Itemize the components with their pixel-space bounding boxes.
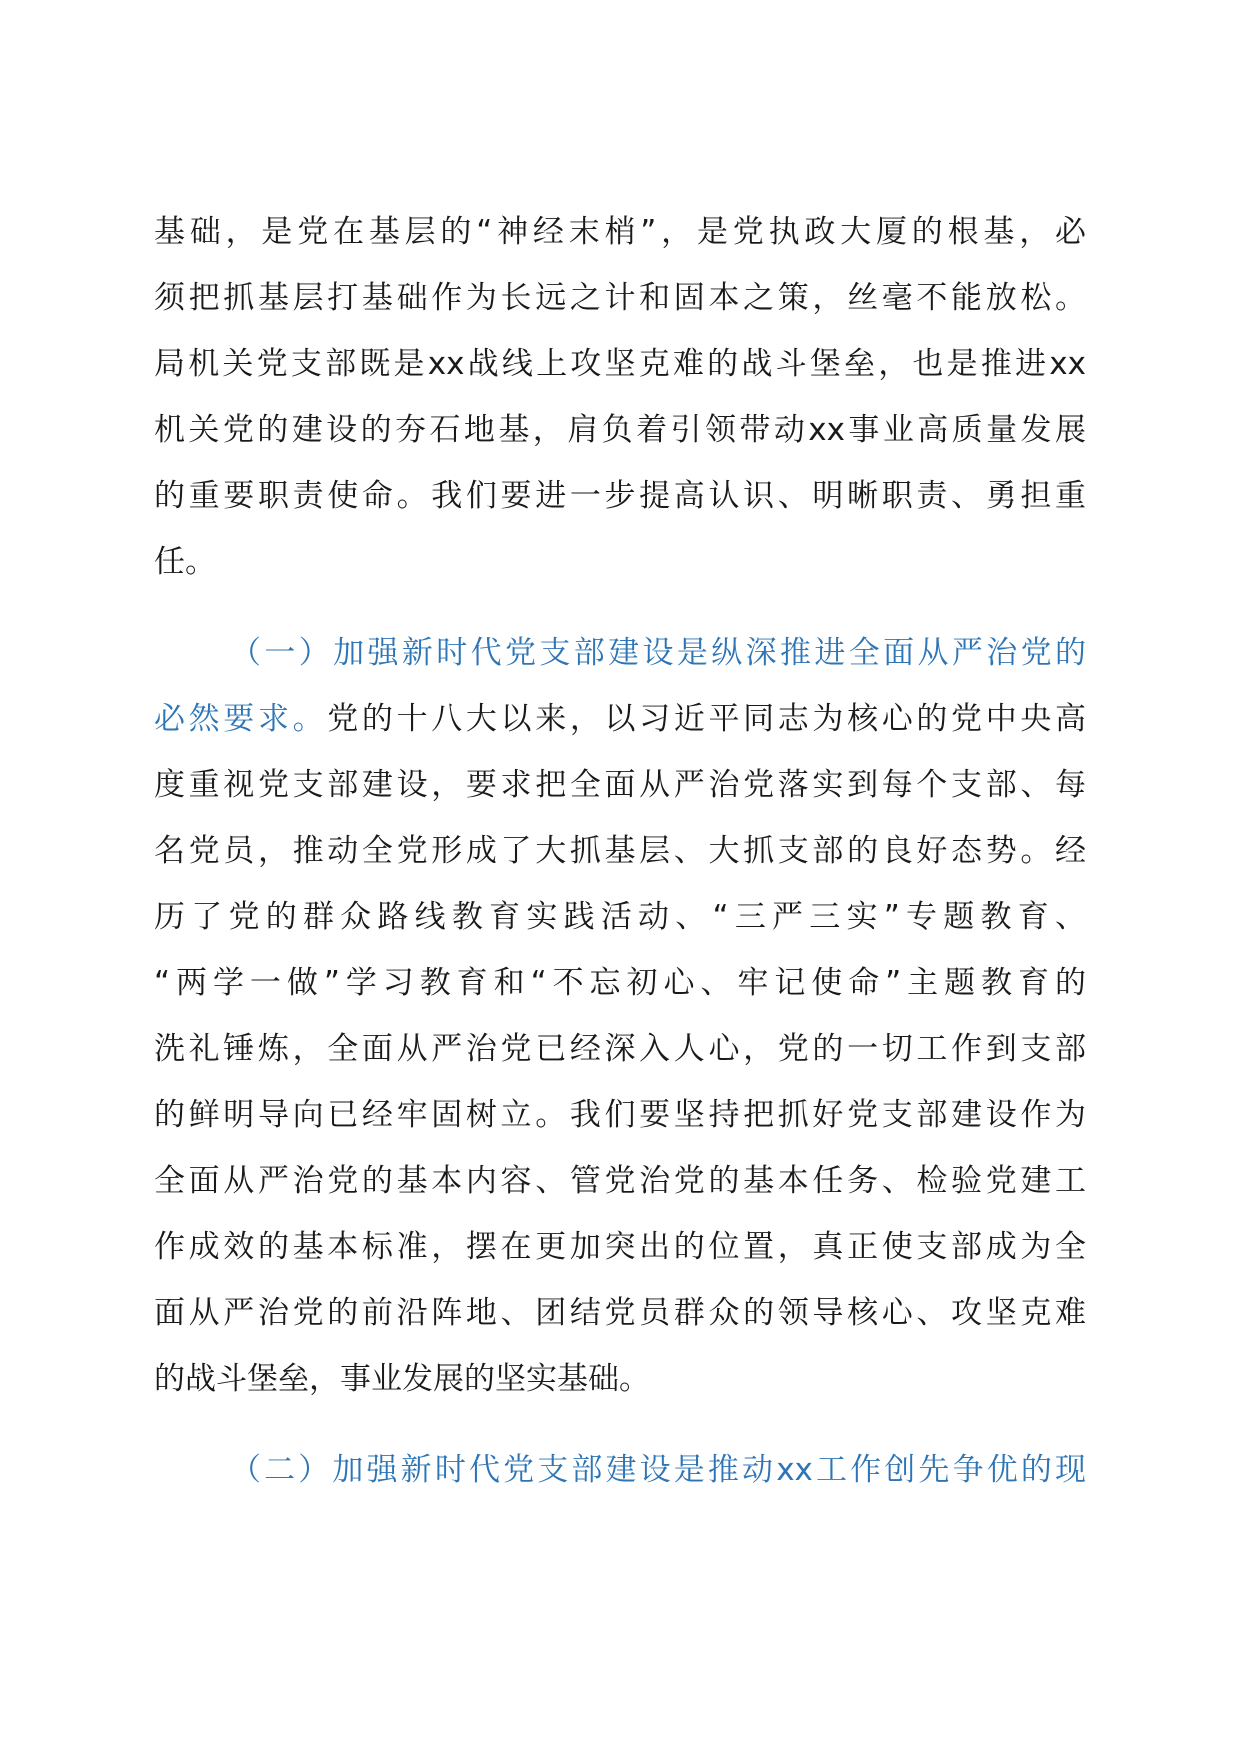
text-line: 面从严治党的前沿阵地、团结党员群众的领导核心、攻坚克难 (154, 1295, 1086, 1331)
text-line-mixed (154, 703, 1086, 736)
paragraph-spacer (154, 1429, 1086, 1454)
paragraph-2 (154, 637, 1086, 1396)
text-line: 的重要职责使命。我们要进一步提高认识、明晰职责、勇担重 (154, 478, 1086, 514)
text-line: 基础，是党在基层的“神经末梢”，是党执政大厦的根基，必 (154, 214, 1086, 250)
text-line: 度重视党支部建设，要求把全面从严治党落实到每个支部、每 (154, 767, 1086, 803)
paragraph-spacer (154, 612, 1086, 637)
text-line: “两学一做”学习教育和“不忘初心、牢记使命”主题教育的 (154, 965, 1086, 1001)
document-body (154, 216, 1086, 1520)
section-heading-2: （二）加强新时代党支部建设是推动xx工作创先争优的现 (230, 1452, 1086, 1488)
text-line: 局机关党支部既是xx战线上攻坚克难的战斗堡垒，也是推进xx (154, 346, 1086, 382)
paragraph-1 (154, 216, 1086, 579)
text-line: 历了党的群众路线教育实践活动、“三严三实”专题教育、 (154, 899, 1086, 935)
text-line: 须把抓基层打基础作为长远之计和固本之策，丝毫不能放松。 (154, 280, 1086, 316)
text-line: 全面从严治党的基本内容、管党治党的基本任务、检验党建工 (154, 1163, 1086, 1199)
text-line: 机关党的建设的夯石地基，肩负着引领带动xx事业高质量发展 (154, 412, 1086, 448)
text-line: 的鲜明导向已经牢固树立。我们要坚持把抓好党支部建设作为 (154, 1097, 1086, 1133)
text-line: 的战斗堡垒，事业发展的坚实基础。 (154, 1361, 650, 1397)
text-line: 作成效的基本标准，摆在更加突出的位置，真正使支部成为全 (154, 1229, 1086, 1265)
section-heading-1-end: 必然要求。 (154, 701, 328, 737)
text-line: 名党员，推动全党形成了大抓基层、大抓支部的良好态势。经 (154, 833, 1086, 869)
text-line: 任。 (154, 544, 216, 580)
section-heading-1: （一）加强新时代党支部建设是纵深推进全面从严治党的 (230, 635, 1086, 671)
text-line: 洗礼锤炼，全面从严治党已经深入人心，党的一切工作到支部 (154, 1031, 1086, 1067)
paragraph-3 (154, 1454, 1086, 1487)
text-line-rest: 党的十八大以来，以习近平同志为核心的党中央高 (327, 701, 1087, 737)
